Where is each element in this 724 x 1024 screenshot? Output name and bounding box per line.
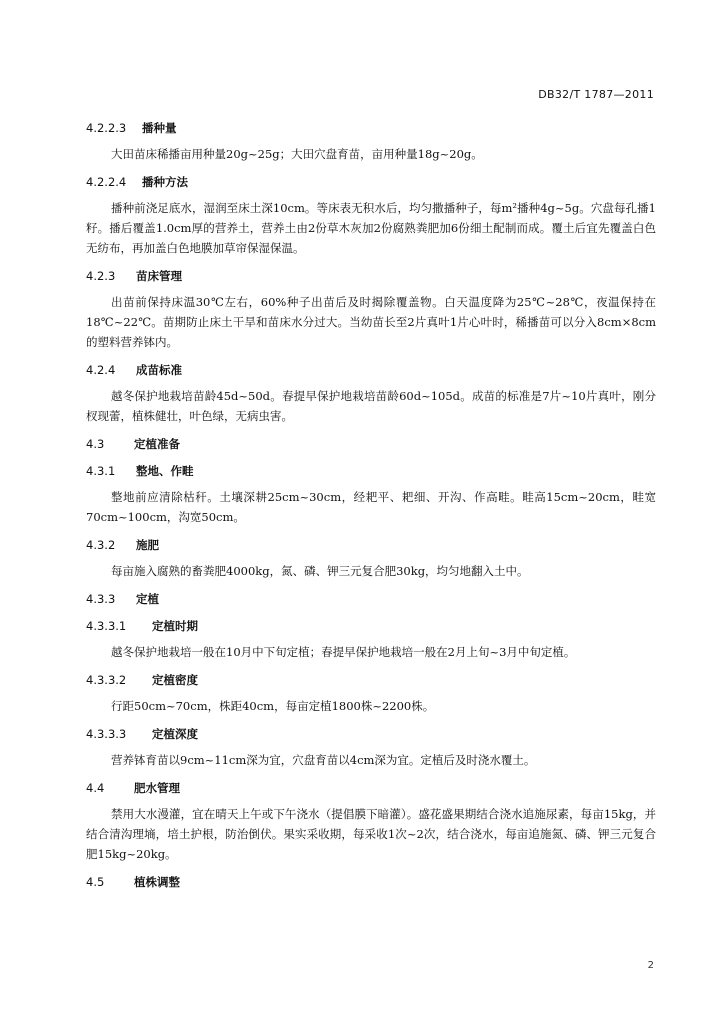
paragraph: 行距50cm~70cm，株距40cm，每亩定植1800株~2200株。 (111, 699, 435, 713)
document-code: DB32/T 1787—2011 (538, 88, 654, 101)
paragraph: 播种前浇足底水，湿润至床土深10cm。等床表无积水后，均匀撒播种子，每m²播种4g~5g。穴盘每孔播1籽。播后覆盖1.0cm厚的营养土，营养土由2份草木灰加2份腐熟粪肥加6份细土配制而成。覆土后宜先覆盖白色无纺布，再加盖白色地膜加草帘保湿保温。 (86, 201, 656, 255)
document-body (86, 110, 656, 898)
paragraph: 大田苗床稀播亩用种量20g~25g；大田穴盘育苗，亩用种量18g~20g。 (111, 147, 483, 161)
section-number: 4.4 (86, 781, 105, 795)
section-heading (86, 537, 656, 554)
section-heading (86, 174, 656, 191)
section-title: 苗床管理 (136, 269, 182, 283)
section-title: 整地、作畦 (136, 464, 194, 478)
section-heading (86, 672, 656, 689)
section-title: 定植 (136, 592, 159, 606)
section-title: 定植准备 (134, 437, 180, 451)
section-title: 成苗标准 (136, 363, 182, 377)
section-heading (86, 726, 656, 743)
section-title: 肥水管理 (134, 781, 180, 795)
section-number: 4.5 (86, 875, 105, 889)
paragraph: 越冬保护地栽培一般在10月中下旬定植；春提早保护地栽培一般在2月上旬~3月中旬定植。 (111, 645, 576, 659)
section-title: 定植时期 (152, 619, 198, 633)
section-number: 4.3.3 (86, 592, 116, 606)
section-heading (86, 120, 656, 137)
section-title: 播种量 (142, 121, 177, 135)
section-heading (86, 436, 656, 453)
paragraph: 越冬保护地栽培苗龄45d~50d。春提早保护地栽培苗龄60d~105d。成苗的标准是7片~10片真叶，刚分杈现蕾，植株健壮，叶色绿，无病虫害。 (86, 389, 656, 423)
section-title: 施肥 (136, 538, 159, 552)
section-number: 4.2.2.4 (86, 175, 127, 189)
section-heading (86, 874, 656, 891)
section-number: 4.2.4 (86, 363, 116, 377)
section-number: 4.3.1 (86, 464, 116, 478)
section-heading (86, 362, 656, 379)
page-number: 2 (647, 960, 654, 971)
section-title: 定植深度 (152, 727, 198, 741)
paragraph: 营养钵育苗以9cm~11cm深为宜，穴盘育苗以4cm深为宜。定植后及时浇水覆土。 (111, 753, 536, 767)
section-number: 4.3.2 (86, 538, 116, 552)
section-heading (86, 591, 656, 608)
section-title: 植株调整 (134, 875, 180, 889)
paragraph: 整地前应清除枯秆。土壤深耕25cm~30cm，经耙平、耙细、开沟、作高畦。畦高15cm~20cm，畦宽70cm~100cm，沟宽50cm。 (86, 490, 656, 524)
paragraph: 出苗前保持床温30℃左右，60%种子出苗后及时揭除覆盖物。白天温度降为25℃~28℃，夜温保持在18℃~22℃。苗期防止床土干旱和苗床水分过大。当幼苗长至2片真叶1片心叶时，稀播苗可以分入8cm×8cm的塑料营养钵内。 (86, 295, 656, 349)
paragraph: 每亩施入腐熟的畜粪肥4000kg，氮、磷、钾三元复合肥30kg，均匀地翻入土中。 (111, 564, 529, 578)
section-heading (86, 268, 656, 285)
section-number: 4.3.3.2 (86, 673, 127, 687)
section-number: 4.2.3 (86, 269, 116, 283)
section-heading (86, 618, 656, 635)
section-number: 4.3.3.3 (86, 727, 127, 741)
section-heading (86, 463, 656, 480)
section-title: 播种方法 (142, 175, 188, 189)
section-number: 4.3.3.1 (86, 619, 127, 633)
section-number: 4.2.2.3 (86, 121, 127, 135)
paragraph: 禁用大水漫灌，宜在晴天上午或下午浇水（提倡膜下暗灌）。盛花盛果期结合浇水追施尿素，每亩15kg，并结合清沟理墒，培土护根，防治倒伏。果实采收期，每采收1次~2次，结合浇水，每亩追施氮、磷、钾三元复合肥15kg~20kg。 (86, 807, 656, 861)
section-title: 定植密度 (152, 673, 198, 687)
section-heading (86, 780, 656, 797)
section-number: 4.3 (86, 437, 105, 451)
